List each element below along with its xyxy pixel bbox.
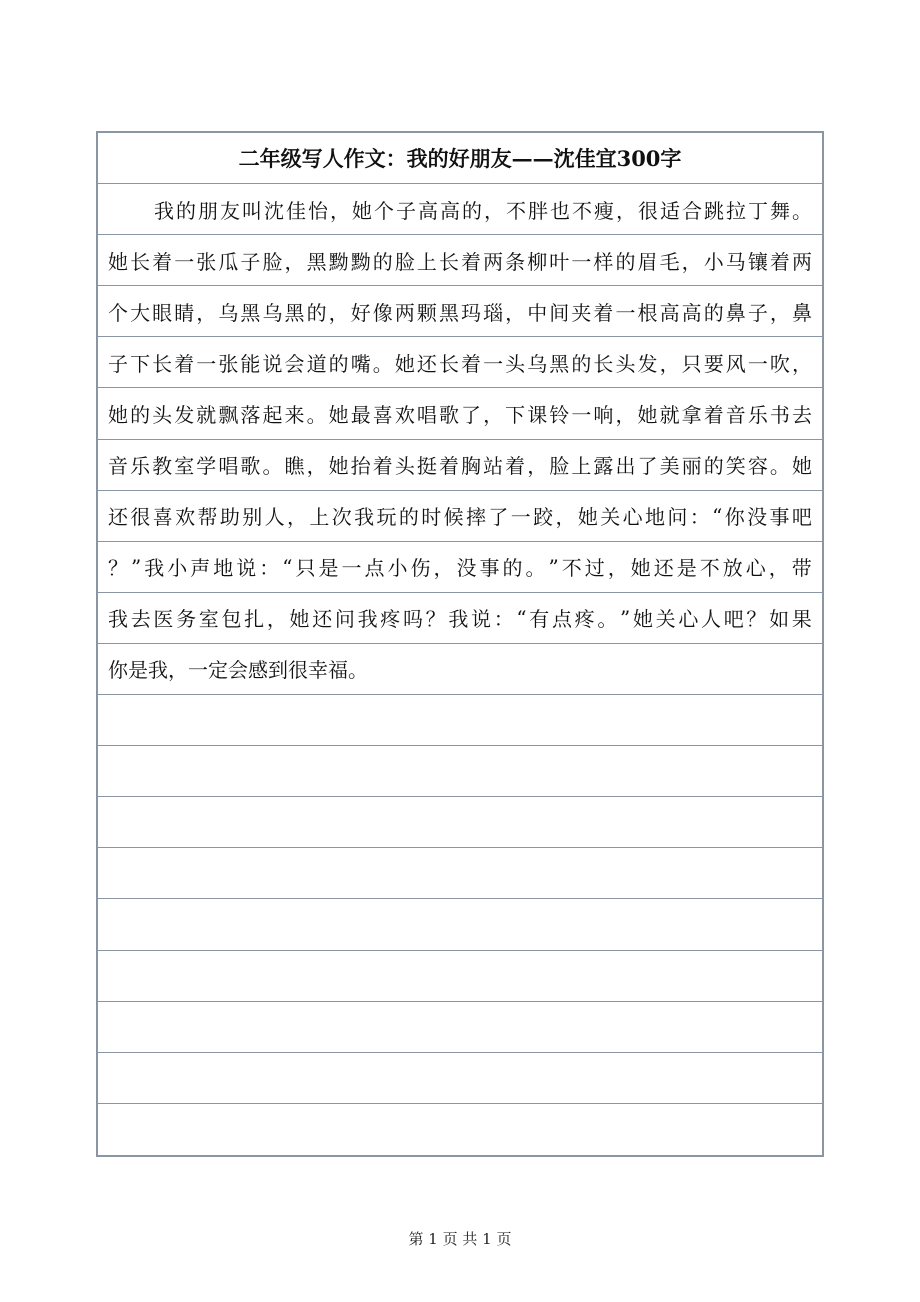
essay-title: 二年级写人作文：我的好朋友——沈佳宜300字 xyxy=(98,133,822,184)
essay-line: 还 很 喜 欢 帮 助 别 人 ， 上 次 我 玩 的 时 候 摔 了 一 跤 ， 她 关 心 地 问 ： “ 你 没 事 吧 xyxy=(98,491,822,542)
essay-line: 我 去 医 务 室 包 扎 ， 她 还 问 我 疼 吗 ？ 我 说 ： “ 有 点 疼 。 ” 她 关 心 人 吧 ？ 如 果 xyxy=(98,593,822,644)
essay-line: ？ ” 我 小 声 地 说 ： “ 只 是 一 点 小 伤 ， 没 事 的 。 ” 不 过 ， 她 还 是 不 放 心 ， 带 xyxy=(98,542,822,593)
essay-line: 个 大 眼 睛 ， 乌 黑 乌 黑 的 ， 好 像 两 颗 黑 玛 瑙 ， 中 间 夹 着 一 根 高 高 的 鼻 子 ， 鼻 xyxy=(98,286,822,337)
empty-ruled-line xyxy=(98,1002,822,1053)
essay-line: 她 长 着 一 张 瓜 子 脸 ， 黑 黝 黝 的 脸 上 长 着 两 条 柳 叶 一 样 的 眉 毛 ， 小 马 镶 着 两 xyxy=(98,235,822,286)
empty-ruled-line xyxy=(98,899,822,950)
essay-line: 子 下 长 着 一 张 能 说 会 道 的 嘴 。 她 还 长 着 一 头 乌 黑 的 长 头 发 ， 只 要 风 一 吹 ， xyxy=(98,337,822,388)
empty-ruled-line xyxy=(98,797,822,848)
essay-line: 你是我，一定会感到很幸福。 xyxy=(98,644,822,695)
empty-ruled-line xyxy=(98,1104,822,1155)
page-number: 第 1 页 共 1 页 xyxy=(408,1230,512,1248)
essay-grid-paper xyxy=(96,131,824,1157)
essay-line: 音 乐 教 室 学 唱 歌 。 瞧 ， 她 抬 着 头 挺 着 胸 站 着 ， 脸 上 露 出 了 美 丽 的 笑 容 。 她 xyxy=(98,440,822,491)
empty-ruled-line xyxy=(98,695,822,746)
essay-line: 我 的 朋 友 叫 沈 佳 怡 ， 她 个 子 高 高 的 ， 不 胖 也 不 瘦 ， 很 适 合 跳 拉 丁 舞 。 xyxy=(98,184,822,235)
empty-ruled-line xyxy=(98,1053,822,1104)
empty-ruled-line xyxy=(98,848,822,899)
empty-ruled-line xyxy=(98,746,822,797)
essay-line: 她 的 头 发 就 飘 落 起 来 。 她 最 喜 欢 唱 歌 了 ， 下 课 铃 一 响 ， 她 就 拿 着 音 乐 书 去 xyxy=(98,388,822,439)
empty-ruled-line xyxy=(98,951,822,1002)
